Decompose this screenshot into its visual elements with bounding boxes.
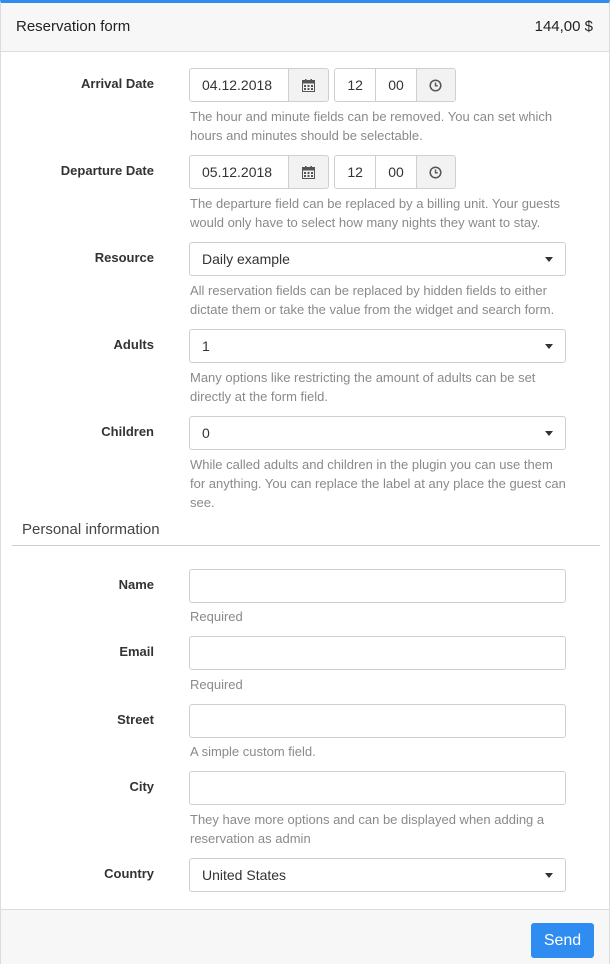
personal-information-heading: Personal information: [22, 521, 160, 538]
arrival-date-picker[interactable]: [189, 68, 329, 102]
departure-hour[interactable]: 12: [347, 164, 363, 180]
country-label: Country: [104, 866, 154, 881]
email-help: Required: [190, 677, 243, 692]
children-value: 0: [202, 425, 210, 441]
name-label: Name: [118, 577, 154, 592]
total-price: 144,00 $: [534, 18, 593, 35]
city-help: They have more options and can be displayed when adding a reservation as admin: [190, 812, 545, 846]
arrival-help: The hour and minute fields can be removed. You can set which hours and minutes should be selectable.: [190, 109, 553, 143]
adults-select[interactable]: [189, 329, 566, 363]
email-field[interactable]: [189, 636, 566, 670]
resource-value: Daily example: [202, 251, 290, 267]
name-help: Required: [190, 609, 243, 624]
form-title: Reservation form: [16, 18, 131, 35]
departure-date-label: Departure Date: [60, 163, 154, 178]
resource-label: Resource: [94, 250, 154, 265]
country-select[interactable]: [189, 858, 566, 892]
adults-label: Adults: [113, 337, 154, 352]
street-help: A simple custom field.: [190, 744, 316, 759]
resource-select[interactable]: [189, 242, 566, 276]
caret-down-icon: [545, 344, 553, 349]
country-value: United States: [202, 867, 287, 883]
children-help: While called adults and children in the plugin you can use them for anything. You can replace the label at any place the guest can see.: [190, 457, 566, 510]
city-field[interactable]: [189, 771, 566, 805]
panel-footer: [1, 909, 609, 964]
send-button[interactable]: Send: [531, 923, 594, 958]
departure-time-picker[interactable]: [334, 155, 456, 189]
arrival-minute[interactable]: 00: [375, 69, 415, 101]
arrival-date-value[interactable]: 04.12.2018: [202, 77, 273, 93]
section-divider: [12, 545, 600, 546]
departure-date-value[interactable]: 05.12.2018: [202, 164, 273, 180]
arrival-time-picker[interactable]: [334, 68, 456, 102]
arrival-hour[interactable]: 12: [347, 77, 363, 93]
adults-help: Many options like restricting the amount of adults can be set directly at the form field.: [190, 370, 536, 404]
departure-date-picker[interactable]: [189, 155, 329, 189]
caret-down-icon: [545, 873, 553, 878]
departure-minute[interactable]: 00: [375, 156, 415, 188]
children-label: Children: [101, 424, 154, 439]
caret-down-icon: [545, 257, 553, 262]
city-label: City: [129, 779, 154, 794]
email-label: Email: [119, 644, 154, 659]
clock-icon[interactable]: [416, 156, 455, 188]
children-select[interactable]: [189, 416, 566, 450]
adults-value: 1: [202, 338, 210, 354]
caret-down-icon: [545, 431, 553, 436]
street-field[interactable]: [189, 704, 566, 738]
name-field[interactable]: [189, 569, 566, 603]
calendar-icon[interactable]: [288, 69, 328, 101]
departure-help: The departure field can be replaced by a billing unit. Your guests would only have to select how many nights they want to stay.: [190, 196, 561, 230]
clock-icon[interactable]: [416, 69, 455, 101]
arrival-date-label: Arrival Date: [81, 76, 154, 91]
resource-help: All reservation fields can be replaced by hidden fields to either dictate them or take the value from the widget and search form.: [190, 283, 555, 317]
panel-header: [1, 3, 609, 52]
calendar-icon[interactable]: [288, 156, 328, 188]
street-label: Street: [117, 712, 154, 727]
